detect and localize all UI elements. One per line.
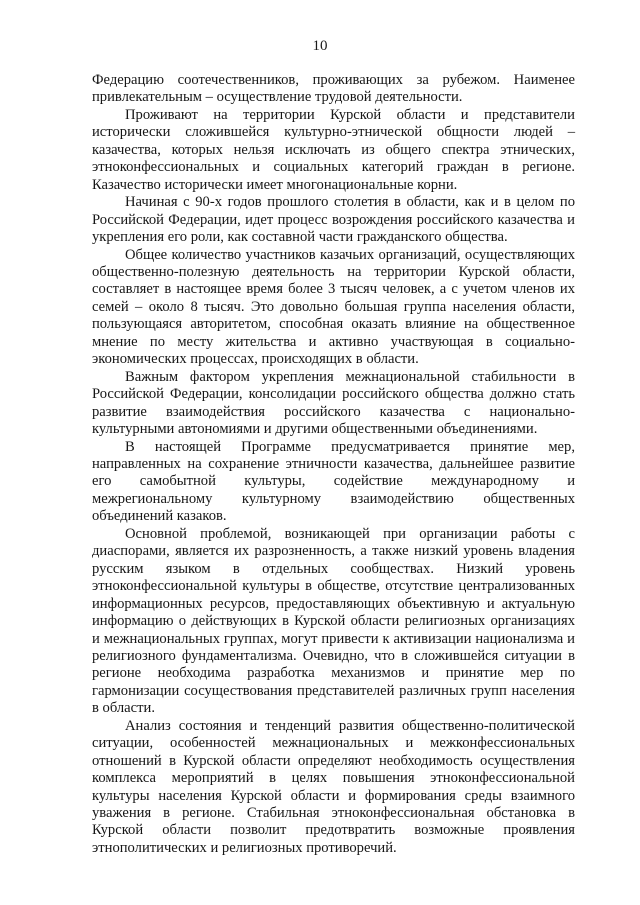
- paragraph-1: Федерацию соотечественников, проживающих за рубежом. Наименее привлекательным – осуществление трудовой деятельности.: [92, 72, 575, 106]
- paragraph-8: Анализ состояния и тенденций развития общественно-политической ситуации, особенностей межнациональных и межконфессиональных отношений в Курской области определяют необходимость осуществления комплекса мероприятий в целях повышения этноконфессиональной культуры населения Курской области и формирования среды взаимного уважения в регионе. Стабильная этноконфессиональная обстановка в Курской области позволит предотвратить возможные проявления этнополитических и религиозных противоречий.: [92, 717, 575, 856]
- paragraph-2: Проживают на территории Курской области и представители исторически сложившейся культурно-этнической общности людей – казачества, которых нельзя исключать из общего спектра этнических, этноконфессиональных и социальных категорий граждан в регионе. Казачество исторически имеет многонациональные корни.: [92, 106, 575, 193]
- paragraph-7: Основной проблемой, возникающей при организации работы с диаспорами, является их разрозненность, а также низкий уровень владения русским языком в отдельных сообществах. Низкий уровень этноконфессиональной культуры в обществе, отсутствие централизованных информационных ресурсов, предоставляющих объективную и актуальную информацию о действующих в Курской области религиозных организациях и межнациональных группах, могут привести к активизации национализма и религиозного фундаментализма. Очевидно, что в сложившейся ситуации в регионе необходима разработка механизмов и принятие мер по гармонизации сосуществования представителей различных групп населения в области.: [92, 525, 575, 717]
- paragraph-6: В настоящей Программе предусматривается принятие мер, направленных на сохранение этничности казачества, дальнейшее развитие его самобытной культуры, содействие международному и межрегиональному культурному взаимодействию общественных объединений казаков.: [92, 438, 575, 525]
- page-number: 10: [312, 38, 328, 54]
- paragraph-4: Общее количество участников казачьих организаций, осуществляющих общественно-полезную деятельность на территории Курской области, составляет в настоящее время более 3 тысяч человек, а с учетом членов их семей – около 8 тысяч. Это довольно большая группа населения области, пользующаяся авторитетом, способная оказать влияние на общественное мнение по месту жительства и активно участвующая в социально-экономических процессах, происходящих в области.: [92, 246, 575, 368]
- paragraph-5: Важным фактором укрепления межнациональной стабильности в Российской Федерации, консолидации российского общества должно стать развитие взаимодействия российского казачества с национально-культурными автономиями и другими общественными объединениями.: [92, 368, 575, 438]
- document-body: [92, 72, 575, 857]
- paragraph-3: Начиная с 90-х годов прошлого столетия в области, как и в целом по Российской Федерации, идет процесс возрождения российского казачества и укрепления его роли, как составной части гражданского общества.: [92, 194, 575, 246]
